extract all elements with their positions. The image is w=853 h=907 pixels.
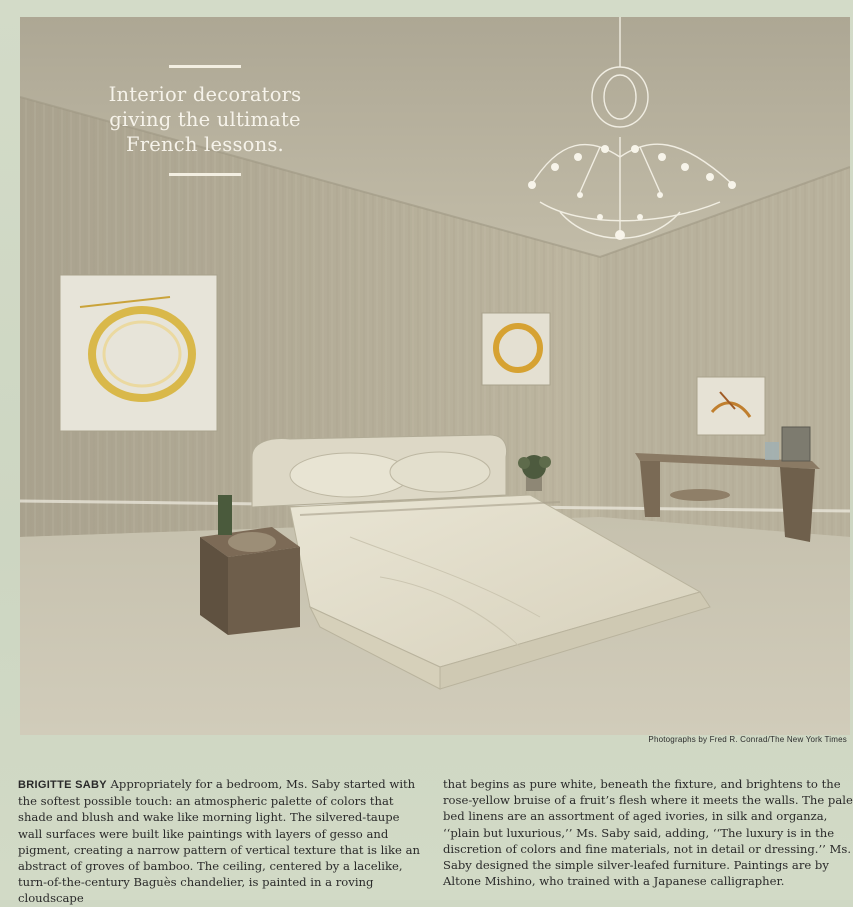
article-text: that begins as pure white, beneath the fixture, and brightens to the rose-yellow bruise of a fruit’s flesh where it meets the walls. The pale bed linens are an assortment of aged ivories, in silk and organza, ‘‘plain but luxurious,’’ Ms. Saby said, adding, ‘‘The luxury is in the discretion of colors and fine materials, not in detail or dressing.’’ Ms. Saby designed the simple silver-leafed furniture. Paintings are by Altone Mishino, who trained with a Japanese calligrapher. [443, 777, 853, 889]
article-column-2 [443, 776, 853, 889]
headline-line: giving the ultimate [109, 108, 301, 131]
headline [75, 82, 335, 157]
painting-middle [482, 313, 550, 385]
byline: BRIGITTE SABY [18, 779, 107, 791]
article-column-1 [18, 776, 423, 907]
headline-line: Interior decorators [108, 83, 302, 106]
painting-large [60, 275, 217, 431]
headline-rule-bottom [169, 173, 241, 176]
headline-line: French lessons. [126, 133, 284, 156]
headline-rule-top [169, 65, 241, 68]
painting-small [697, 377, 765, 435]
photo-credit: Photographs by Fred R. Conrad/The New York Times [648, 735, 847, 744]
article-text: Appropriately for a bedroom, Ms. Saby started with the softest possible touch: an atmospheric palette of colors that shade and blush and wake like morning light. The silvered-taupe wall surfaces were built like paintings with layers of gesso and pigment, creating a narrow pattern of vertical texture that is like an abstract of groves of bamboo. The ceiling, centered by a lacelike, turn-of-the-century Baguès chandelier, is painted in a roving cloudscape [18, 777, 420, 906]
bedroom-photo [20, 17, 850, 735]
headline-block [75, 65, 335, 176]
